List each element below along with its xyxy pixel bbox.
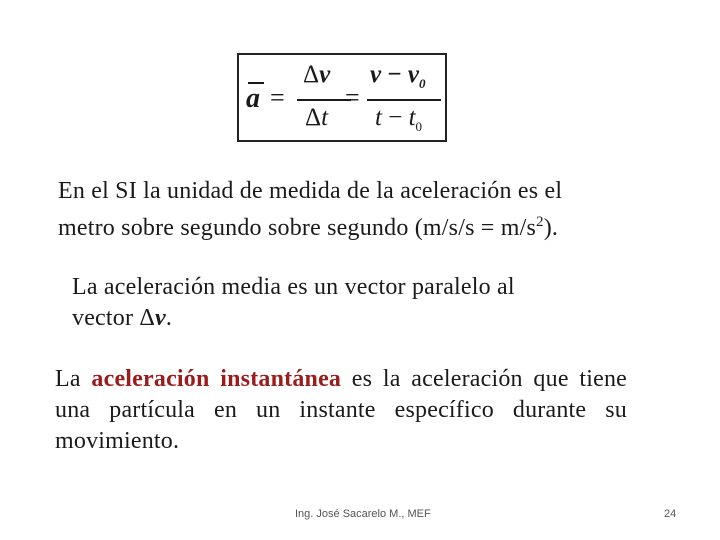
footer-author: Ing. José Sacarelo M., MEF: [295, 508, 431, 520]
paragraph-si-unit: [58, 176, 658, 244]
formula-lhs: a: [246, 83, 260, 114]
p1-line-1: En el SI la unidad de medida de la aceleración es el: [58, 178, 563, 204]
p2-line-1: La aceleración media es un vector paralelo al: [72, 274, 515, 300]
frac2-line: [367, 99, 441, 101]
p1-line-2: metro sobre segundo sobre segundo $(m/s/s = m/s^2)$.: [58, 214, 559, 241]
frac1-denominator: Δt: [305, 104, 329, 131]
formula-equals-1: =: [270, 83, 285, 112]
frac1-numerator: Δv: [303, 61, 331, 88]
paragraph-average-acceleration: [72, 272, 632, 334]
p2-line-2: vector Δv.: [72, 305, 173, 331]
paragraph-instantaneous-acceleration: La aceleración instantánea es la aceleración que tiene una partícula en un instante específico durante su movimiento.: [55, 366, 627, 454]
frac2-denominator: $t - t_0$: [375, 104, 423, 134]
formula-equals-2: =: [345, 83, 360, 112]
frac2-numerator: $v - v_0$: [370, 61, 426, 91]
formula-box: [237, 53, 447, 142]
frac1-line: [297, 99, 351, 101]
highlight-term: aceleración instantánea: [91, 366, 342, 392]
page-number: 24: [664, 508, 677, 520]
